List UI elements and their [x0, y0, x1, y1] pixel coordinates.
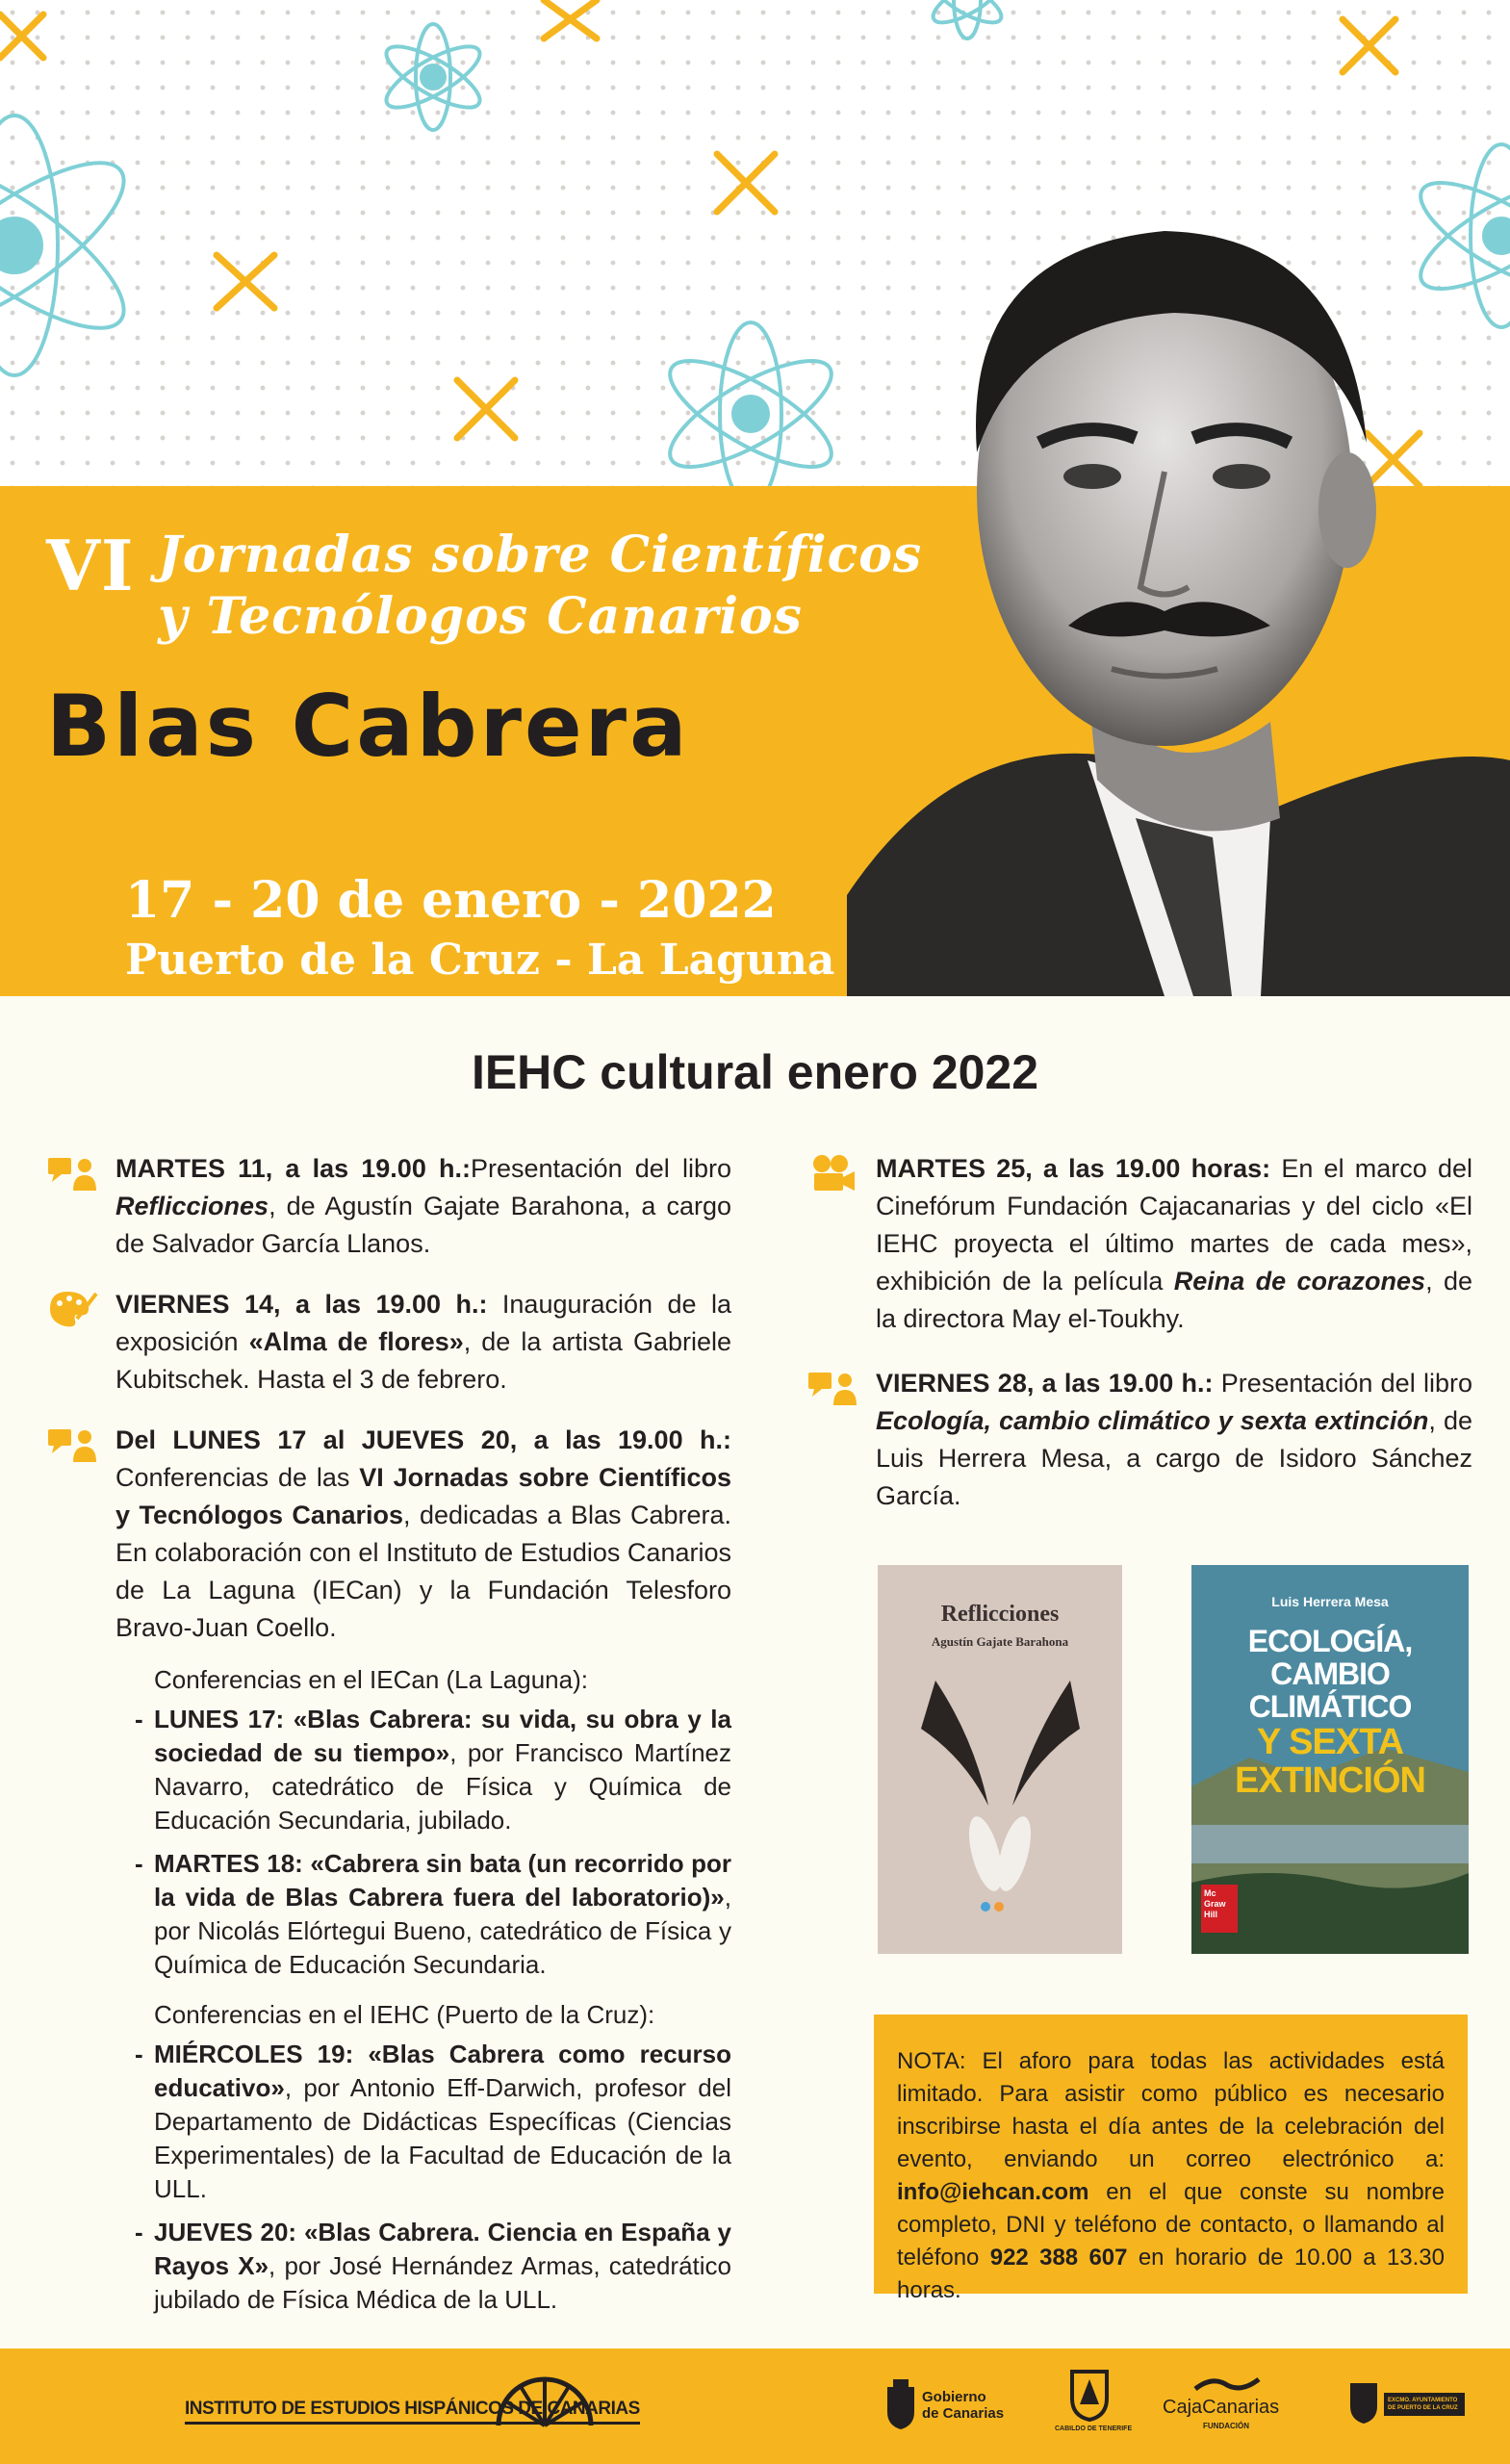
list-item	[135, 2216, 731, 2317]
exhibition-title: «Alma de flores»	[248, 1327, 464, 1356]
event-dates-block	[125, 871, 834, 990]
cross-icon	[217, 255, 274, 308]
cross-icon	[544, 0, 597, 38]
book-cover-reflicciones	[878, 1565, 1122, 1954]
cabildo-tenerife-shield-icon	[1068, 2366, 1111, 2422]
event-text: Conferencias de las	[115, 1463, 360, 1492]
book-title-line: Y SEXTA	[1256, 1722, 1404, 1762]
conference-title: LUNES 17: «Blas Cabrera: su vida, su obra y la sociedad de su tiempo»	[154, 1705, 731, 1767]
event-text: , de la artista Gabriele Kubitschek. Hasta el 3 de febrero.	[115, 1327, 731, 1394]
event-text: , de Agustín Gajate Barahona, a cargo de Salvador García Llanos.	[115, 1192, 731, 1258]
contact-phone: 922 388 607	[989, 2245, 1128, 2271]
book-cover-title: Reflicciones	[940, 1602, 1060, 1627]
book-cover-illustration	[878, 1565, 1122, 1954]
conference-details: , por José Hernández Armas, catedrático jubilado de Física Médica de la ULL.	[154, 2251, 731, 2314]
palette-icon	[48, 1290, 98, 1328]
book-title-line: EXTINCIÓN	[1235, 1760, 1425, 1801]
event-text: , dedicadas a Blas Cabrera. En colaboración con el Instituto de Estudios Canarios de La Laguna (IECan) y la Fundación Telesforo Bravo-Juan Coello.	[115, 1501, 731, 1642]
cajacanarias-logo: CajaCanarias	[1163, 2397, 1280, 2418]
cajacanarias-subtitle: FUNDACIÓN	[1203, 2422, 1249, 2430]
book-cover-title	[1191, 1625, 1469, 1800]
series-title-line2: y Tecnólogos Canarios	[158, 587, 803, 646]
atom-icon	[656, 322, 846, 500]
event-date: MARTES 25, a las 19.00 horas:	[876, 1154, 1271, 1183]
gobierno-canarias-shield-icon	[883, 2377, 918, 2431]
conference-details: , por Nicolás Elórtegui Bueno, catedrático de Física y Química de Educación Secundaria.	[154, 1883, 731, 1979]
conference-title: JUEVES 20: «Blas Cabrera. Ciencia en España y Rayos X»	[154, 2218, 731, 2280]
conference-details: , por Francisco Martínez Navarro, catedrático de Física y Química de Educación Secundaria, jubilado.	[154, 1738, 731, 1835]
iehc-conferences-heading: Conferencias en el IEHC (Puerto de la Cruz):	[154, 2000, 655, 2029]
note-text: El aforo para todas las actividades está limitado. Para asistir como público es necesario inscribirse hasta el día antes de la celebración del evento, enviando un correo electrónico a:	[897, 2048, 1445, 2172]
book-title-line: CAMBIO	[1270, 1656, 1390, 1691]
event-date: VIERNES 14, a las 19.00 h.:	[115, 1290, 488, 1319]
conference-title: MARTES 18: «Cabrera sin bata (un recorrido por la vida de Blas Cabrera fuera del laboratorio)»	[154, 1849, 731, 1912]
note-text: en el que conste su nombre completo, DNI y teléfono de contacto, o llamando al teléfono	[897, 2179, 1445, 2271]
section-title: IEHC cultural enero 2022	[471, 1045, 1039, 1099]
event-item	[799, 1150, 1472, 1338]
note-text: en horario de 10.00 a 13.30 horas.	[897, 2245, 1446, 2303]
left-events-column	[38, 1150, 731, 2326]
edition-number: VI	[46, 525, 135, 606]
conference-series-title: VI Jornadas sobre Científicos y Tecnólogos Canarios	[115, 1463, 731, 1529]
event-text: Presentación del libro	[1213, 1369, 1472, 1398]
presentation-chat-icon	[48, 1154, 98, 1193]
event-item	[799, 1365, 1472, 1515]
event-text: , de la directora May el-Toukhy.	[876, 1267, 1472, 1333]
event-date: Del LUNES 17 al JUEVES 20, a las 19.00 h.:	[115, 1425, 731, 1454]
event-text: Inauguración de la exposición	[115, 1290, 731, 1356]
event-date: MARTES 11, a las 19.00 h.:	[115, 1154, 471, 1183]
event-item	[38, 1286, 731, 1399]
book-title: Reflicciones	[115, 1192, 269, 1220]
ayuntamiento-shield-icon	[1347, 2379, 1380, 2426]
film-title: Reina de corazones	[1173, 1267, 1426, 1296]
event-item	[38, 1422, 731, 1647]
ayuntamiento-logo: EXCMO. AYUNTAMIENTO DE PUERTO DE LA CRUZ	[1384, 2393, 1465, 2416]
atom-icon	[0, 116, 145, 375]
series-title	[158, 525, 922, 648]
institute-name: INSTITUTO DE ESTUDIOS HISPÁNICOS DE CANARIAS	[185, 2399, 640, 2425]
cross-icon	[717, 154, 775, 212]
book-title: Ecología, cambio climático y sexta extinción	[876, 1406, 1429, 1435]
conference-details: , por Antonio Eff-Darwich, profesor del Departamento de Didácticas Específicas (Ciencias Experimentales) de la Facultad de Educación de la ULL.	[154, 2073, 731, 2203]
event-text: Presentación del libro	[471, 1154, 731, 1183]
event-places: Puerto de la Cruz - La Laguna	[125, 936, 835, 985]
blas-cabrera-portrait	[847, 144, 1510, 996]
logo-line: Gobierno	[922, 2389, 986, 2405]
right-events-column	[799, 1150, 1472, 1515]
event-date: VIERNES 28, a las 19.00 h.:	[876, 1369, 1214, 1398]
cabildo-tenerife-logo: CABILDO DE TENERIFE	[1055, 2426, 1133, 2432]
honoree-name: Blas Cabrera	[46, 677, 690, 776]
gobierno-canarias-logo	[922, 2389, 1004, 2422]
sponsor-footer	[0, 2348, 1510, 2464]
event-dates: 17 - 20 de enero - 2022	[125, 871, 777, 930]
iehc-conference-list	[135, 2038, 731, 2317]
publisher-logo: Mc Graw Hill	[1201, 1885, 1238, 1933]
series-title-line1: Jornadas sobre Científicos	[158, 526, 923, 584]
contact-email[interactable]: info@iehcan.com	[897, 2179, 1089, 2205]
event-text: En el marco del Cinefórum Fundación Cajacanarias y del ciclo «El IEHC proyecta el último martes de cada mes», exhibición de la película	[876, 1154, 1473, 1296]
logo-line: de Canarias	[922, 2405, 1005, 2422]
atom-icon	[927, 0, 1007, 38]
cajacanarias-wave-icon	[1193, 2374, 1261, 2393]
book-title-line: ECOLOGÍA,	[1247, 1624, 1413, 1658]
list-item	[135, 2038, 731, 2206]
event-item	[38, 1150, 731, 1263]
note-label: NOTA:	[897, 2048, 966, 2074]
presentation-chat-icon	[808, 1369, 858, 1407]
cross-icon	[457, 380, 515, 438]
film-camera-icon	[808, 1154, 858, 1193]
atom-icon	[378, 24, 487, 130]
book-cover-author: Agustín Gajate Barahona	[931, 1634, 1069, 1649]
registration-note	[874, 2015, 1468, 2303]
cross-icon	[0, 14, 43, 58]
event-text: , de Luis Herrera Mesa, a cargo de Isidoro Sánchez García.	[876, 1406, 1472, 1510]
iecan-conference-list	[135, 1703, 731, 1982]
conference-title: MIÉRCOLES 19: «Blas Cabrera como recurso educativo»	[154, 2040, 731, 2102]
list-item	[135, 1847, 731, 1982]
iecan-conferences-heading: Conferencias en el IECan (La Laguna):	[154, 1665, 588, 1694]
book-title-line: CLIMÁTICO	[1248, 1689, 1412, 1724]
list-item	[135, 1703, 731, 1837]
presentation-chat-icon	[48, 1425, 98, 1464]
cross-icon	[1343, 19, 1395, 72]
book-cover-ecologia	[1191, 1565, 1469, 1954]
book-cover-author: Luis Herrera Mesa	[1271, 1594, 1389, 1609]
